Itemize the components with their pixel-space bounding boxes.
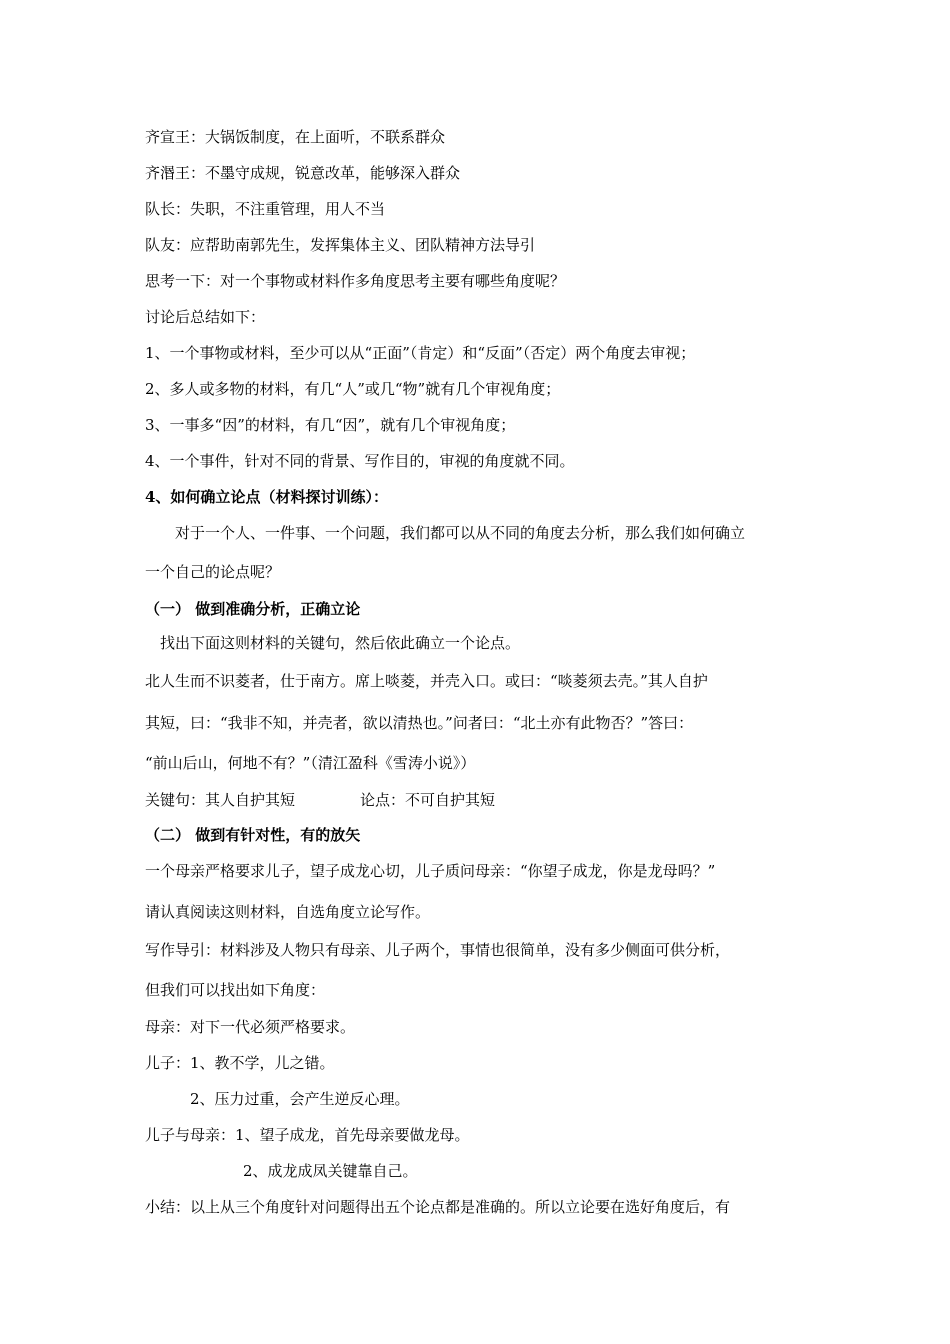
paragraph-text: 请认真阅读这则材料，自选角度立论写作。 [145,903,431,921]
text-line: 齐宣王：大锅饭制度，在上面听，不联系群众 [145,128,446,146]
thesis-text: 论点：不可自护其短 [360,791,496,809]
text-line: 思考一下：对一个事物或材料作多角度思考主要有哪些角度呢？ [145,272,566,290]
paragraph-text: 对于一个人、一件事、一个问题，我们都可以从不同的角度去分析，那么我们如何确立 [175,524,746,542]
key-sentence: 关键句：其人自护其短 [145,791,296,809]
list-item: 3、一事多“因”的材料，有几“因”，就有几个审视角度； [145,416,516,434]
text-line: 队友：应帮助南郭先生，发挥集体主义、团队精神方法导引 [145,236,536,254]
list-item: 4、一个事件，针对不同的背景、写作目的，审视的角度就不同。 [145,452,575,470]
list-item: 2、多人或多物的材料，有几“人”或几“物”就有几个审视角度； [145,380,561,398]
subsection-heading: （二） 做到有针对性，有的放矢 [145,826,361,844]
quote-text: 北人生而不识菱者，仕于南方。席上啖菱，并壳入口。或曰：“啖菱须去壳。”其人自护 [145,672,708,690]
angle-item: 2、压力过重，会产生逆反心理。 [190,1090,410,1108]
angle-item: 2、成龙成凤关键靠自己。 [243,1162,418,1180]
angle-item: 儿子：1、教不学，儿之错。 [145,1054,335,1072]
quote-text: “前山后山，何地不有？”（清江盈科《雪涛小说》） [145,754,476,772]
paragraph-text: 写作导引：材料涉及人物只有母亲、儿子两个，事情也很简单，没有多少侧面可供分析， [145,941,731,959]
section-heading: 4、如何确立论点（材料探讨训练）： [145,488,388,506]
summary-text: 小结：以上从三个角度针对问题得出五个论点都是准确的。所以立论要在选好角度后，有 [145,1198,731,1216]
angle-item: 儿子与母亲：1、望子成龙，首先母亲要做龙母。 [145,1126,470,1144]
paragraph-text: 一个母亲严格要求儿子，望子成龙心切，儿子质问母亲：“你望子成龙，你是龙母吗？” [145,862,716,880]
quote-text: 其短，曰：“我非不知，并壳者，欲以清热也。”问者曰：“北土亦有此物否？”答曰： [145,714,694,732]
angle-item: 母亲：对下一代必须严格要求。 [145,1018,356,1036]
text-line: 队长：失职，不注重管理，用人不当 [145,200,386,218]
paragraph-text: 找出下面这则材料的关键句，然后依此确立一个论点。 [160,634,521,652]
text-line: 讨论后总结如下： [145,308,266,326]
text-line: 齐湣王：不墨守成规，锐意改革，能够深入群众 [145,164,461,182]
list-item: 1、一个事物或材料，至少可以从“正面”（肯定）和“反面”（否定）两个角度去审视； [145,344,696,362]
subsection-heading: （一） 做到准确分析，正确立论 [145,600,361,618]
paragraph-text: 一个自己的论点呢？ [145,563,281,581]
paragraph-text: 但我们可以找出如下角度： [145,981,326,999]
